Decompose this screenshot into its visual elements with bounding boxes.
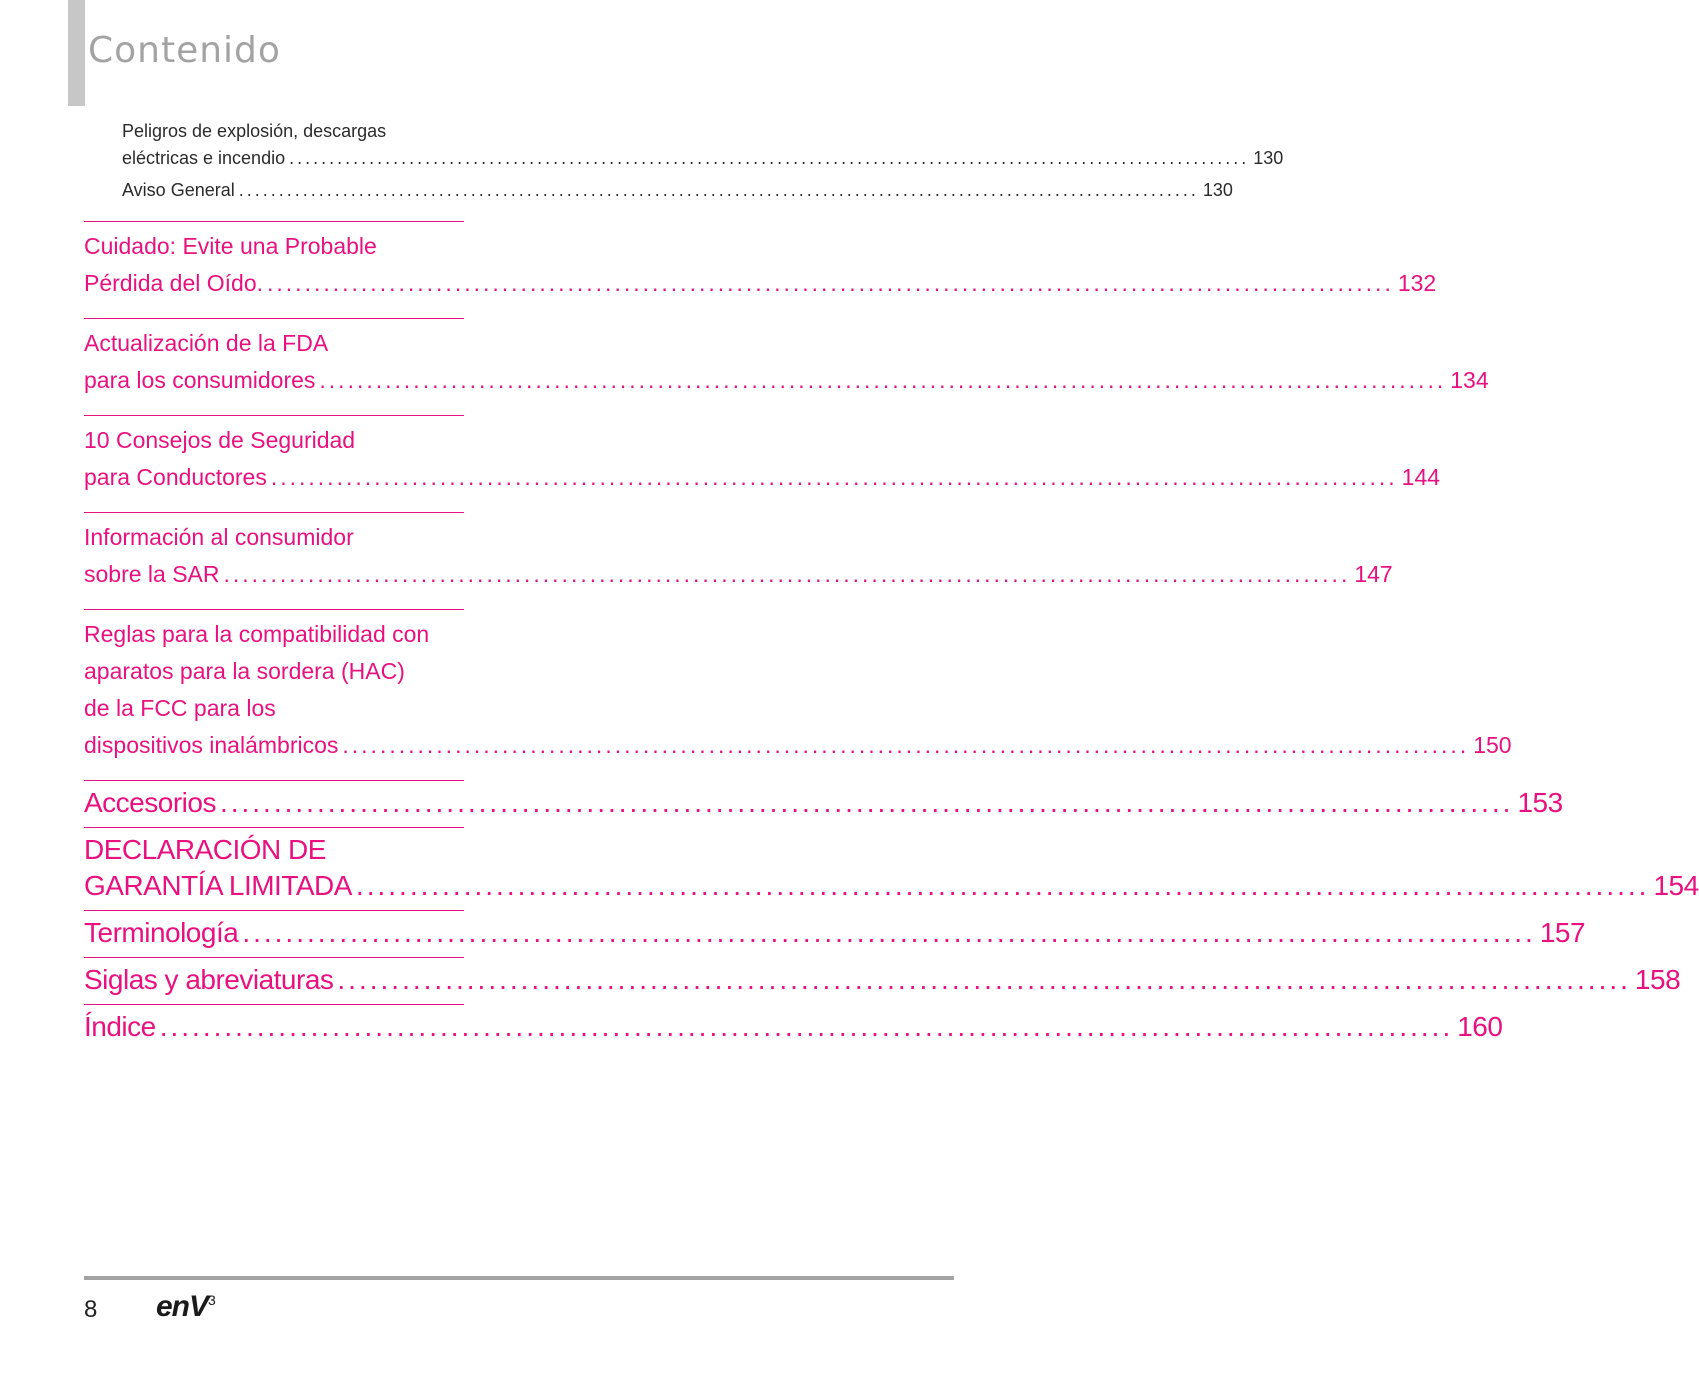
toc-entry-page: 154 (1653, 870, 1699, 901)
toc-entry-page: 134 (1450, 367, 1489, 393)
toc-entry[interactable] (84, 318, 1489, 415)
toc-entry-text: eléctricas e incendio (122, 148, 286, 168)
toc-entry-page: 157 (1539, 917, 1586, 948)
toc-entry-line: DECLARACIÓN DE (84, 834, 326, 865)
page-number: 8 (84, 1296, 98, 1323)
toc-entry-last-line (84, 362, 1489, 399)
leader-dots: ........................................................................................................................ (223, 561, 1351, 587)
toc-entry-page: 153 (1517, 787, 1563, 818)
toc-entry-last-line (84, 556, 1393, 593)
toc-entry[interactable] (84, 780, 1563, 827)
toc-entry-text: para Conductores (84, 464, 267, 490)
leader-dots: ........................................................................................................................ (270, 464, 1398, 490)
toc-entry-page: 147 (1354, 561, 1393, 587)
leader-dots: ........................................................................................................................ (159, 1011, 1454, 1042)
toc-entry-page: 160 (1457, 1011, 1503, 1042)
toc-entry[interactable] (84, 1004, 1503, 1051)
toc-entry-page: 130 (1202, 180, 1233, 200)
toc-entry-page: 150 (1473, 732, 1512, 758)
toc-entry-text: para los consumidores (84, 367, 316, 393)
leader-dots: ........................................................................................................................ (355, 870, 1650, 901)
toc-entry[interactable] (122, 177, 1233, 204)
leader-dots: ........................................................................................................................ (337, 964, 1631, 995)
toc-entry-last-line (84, 459, 1441, 496)
toc-entry-text: Índice (84, 1011, 156, 1042)
toc-entry-last-line (84, 1009, 1503, 1045)
brand-logo (156, 1290, 215, 1324)
leader-dots: ........................................................................................................................ (219, 787, 1514, 818)
toc-entry[interactable] (84, 957, 1681, 1004)
toc-entry[interactable] (84, 910, 1586, 957)
toc-entry-text: Terminología (84, 917, 239, 948)
toc-entry-page: 144 (1401, 464, 1441, 490)
toc-entry-text: GARANTÍA LIMITADA (84, 870, 352, 901)
toc-entry-line: Cuidado: Evite una Probable (84, 233, 377, 259)
toc-entry-text: dispositivos inalámbricos (84, 732, 339, 758)
toc-entry-last-line (84, 265, 1437, 302)
toc-entry-text: Aviso General (122, 180, 235, 200)
leader-dots: ........................................................................................................................ (319, 367, 1447, 393)
toc-entry-text: sobre la SAR (84, 561, 220, 587)
toc-entry[interactable] (84, 415, 1441, 512)
toc-entry[interactable] (84, 221, 1437, 318)
toc-entry[interactable] (122, 118, 1284, 172)
toc-entry-page: 132 (1397, 270, 1437, 296)
toc-entry-text: Accesorios (84, 787, 216, 818)
toc-entry[interactable] (84, 827, 1699, 910)
page-title: Contenido (88, 30, 281, 71)
toc-entry-text: Pérdida del Oído. (84, 270, 264, 296)
toc-entry-last-line (84, 868, 1699, 904)
toc-entry-last-line (84, 915, 1586, 951)
brand-name: enV (156, 1290, 209, 1323)
toc-entry-line: de la FCC para los (84, 695, 276, 721)
toc-entry-last-line (122, 177, 1233, 204)
toc-entry-last-line (84, 727, 1512, 764)
toc-entry-line: aparatos para la sordera (HAC) (84, 658, 405, 684)
leader-dots: ........................................................................................................................ (238, 180, 1199, 200)
table-of-contents (84, 118, 1699, 1051)
subitems-list (84, 118, 1284, 204)
side-bar-marker (68, 0, 85, 106)
toc-entry-last-line (84, 962, 1681, 998)
toc-entry-text: Siglas y abreviaturas (84, 964, 334, 995)
toc-entry-page: 158 (1634, 964, 1681, 995)
toc-entry[interactable] (84, 609, 1512, 780)
toc-entry-line: Peligros de explosión, descargas (122, 121, 387, 141)
leader-dots: ........................................................................................................................ (242, 917, 1536, 948)
leader-dots: ........................................................................................................................ (289, 148, 1250, 168)
brand-superscript: 3 (208, 1292, 215, 1308)
entries-list (84, 209, 1699, 1051)
toc-entry-last-line (84, 785, 1563, 821)
toc-entry-line: Información al consumidor (84, 524, 354, 550)
toc-entry-line: Reglas para la compatibilidad con (84, 621, 430, 647)
leader-dots: ........................................................................................................................ (267, 270, 1394, 296)
toc-entry-line: Actualización de la FDA (84, 330, 329, 356)
toc-entry-last-line (122, 145, 1284, 172)
toc-entry-line: 10 Consejos de Seguridad (84, 427, 356, 453)
toc-entry-page: 130 (1253, 148, 1284, 168)
leader-dots: ........................................................................................................................ (342, 732, 1470, 758)
toc-entry[interactable] (84, 512, 1393, 609)
footer-rule (84, 1276, 954, 1280)
